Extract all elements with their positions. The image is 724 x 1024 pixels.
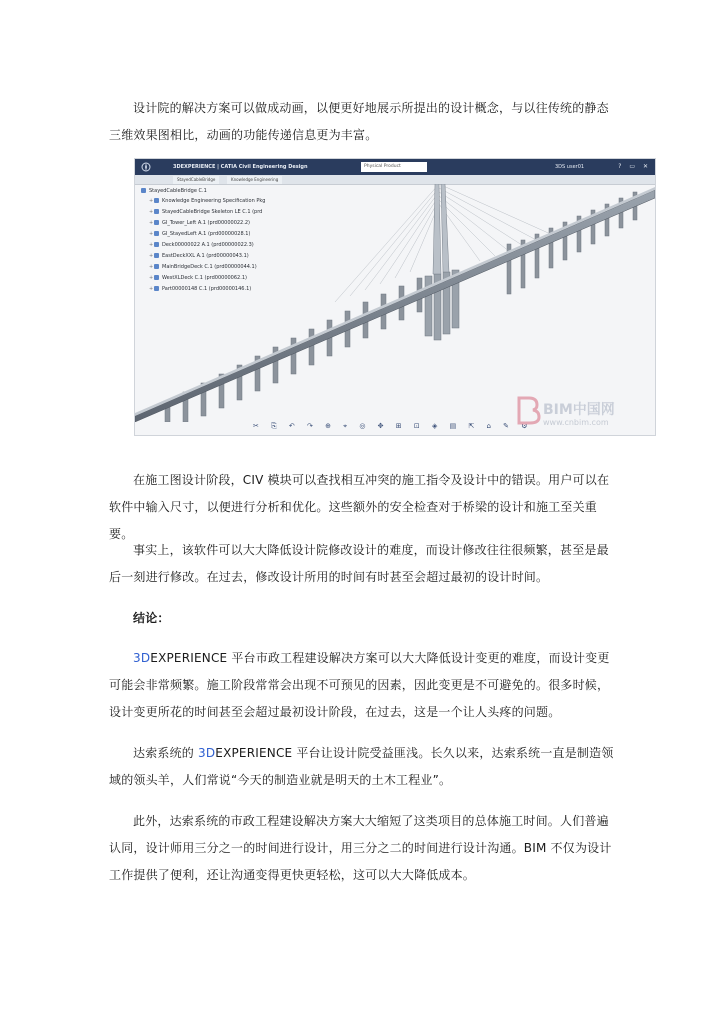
conclusion-paragraph-1 <box>109 645 615 726</box>
tree-item[interactable] <box>141 207 281 218</box>
tree-item[interactable] <box>141 218 281 229</box>
expand-icon: + <box>149 242 154 248</box>
tree-item[interactable] <box>141 251 281 262</box>
expand-icon: + <box>149 264 154 270</box>
expand-icon: + <box>149 209 154 215</box>
brand-3d: 3D <box>198 746 216 760</box>
conclusion-1-text: EXPERIENCE 平台市政工程建设解决方案可以大大降低设计变更的难度，而设计变更可能会非常频繁。施工阶段常常会出现不可预见的因素，因此变更是不可避免的。很多时候，设计变更所花的时间甚至会超过最初设计阶段，在过去，这是一个让人头疼的问题。 <box>109 651 610 719</box>
brand-3d: 3D <box>133 651 151 665</box>
conclusion-2-prefix: 达索系统的 <box>133 746 199 760</box>
product-structure-tree <box>141 187 281 295</box>
product-icon <box>141 188 146 193</box>
tree-item-label: Deck00000022 A.1 (prd00000022.3) <box>162 242 254 248</box>
figure-search-box: Physical Product <box>361 162 427 172</box>
figure-tab: Knowledge Engineering <box>227 176 282 184</box>
watermark-url: www.cnbim.com <box>543 418 609 427</box>
conclusion-paragraph-2 <box>109 740 615 794</box>
civ-paragraph: 在施工图设计阶段，CIV 模块可以查找相互冲突的施工指令及设计中的错误。用户可以在软件中输入尺寸，以便进行分析和优化。这些额外的安全检查对于桥梁的设计和施工至关重要。 <box>109 473 610 541</box>
figure-window-buttons: ? ▭ ✕ <box>618 163 651 170</box>
conclusion-2-text: EXPERIENCE 平台让设计院受益匪浅。长久以来，达索系统一直是制造领域的领头羊，人们常说“今天的制造业就是明天的土木工程业”。 <box>109 746 614 787</box>
tree-item[interactable] <box>141 262 281 273</box>
expand-icon: + <box>149 275 154 281</box>
conclusion-heading: 结论： <box>133 611 170 625</box>
expand-icon: + <box>149 231 154 237</box>
tree-item-label: MainBridgeDeck C.1 (prd00000044.1) <box>162 264 257 270</box>
tree-item-label: GI_Tower_Left A.1 (prd00000022.2) <box>162 220 250 226</box>
bim-logo-icon <box>515 395 543 425</box>
tree-item[interactable] <box>141 284 281 295</box>
figure-user-name: 3DS user01 <box>555 164 585 170</box>
part-icon <box>154 264 159 269</box>
part-icon <box>154 253 159 258</box>
expand-icon: + <box>149 220 154 226</box>
intro-paragraph: 设计院的解决方案可以做成动画，以便更好地展示所提出的设计概念，与以往传统的静态三维效果图相比，动画的功能传递信息更为丰富。 <box>109 101 609 142</box>
figure-app-title: 3DEXPERIENCE | CATIA Civil Engineering Design <box>173 164 308 170</box>
tree-item-label: Part00000148 C.1 (prd00000146.1) <box>162 286 252 292</box>
figure-title-bar <box>135 159 655 175</box>
part-icon <box>154 275 159 280</box>
watermark-text: BIM中国网 <box>543 402 615 418</box>
tree-item-label: Knowledge Engineering Specification Pkg <box>162 198 266 204</box>
bridge-software-screenshot <box>134 158 656 436</box>
conclusion-paragraph-3: 此外，达索系统的市政工程建设解决方案大大缩短了这类项目的总体施工时间。人们普遍认同，设计师用三分之一的时间进行设计，用三分之二的时间进行设计沟通。BIM 不仅为设计工作提供了便利，还让沟通变得更快更轻松，这可以大大降低成本。 <box>109 814 612 882</box>
expand-icon: + <box>149 253 154 259</box>
figure-tab: StayedCableBridge <box>173 176 219 184</box>
tree-item[interactable] <box>141 273 281 284</box>
tree-item[interactable] <box>141 229 281 240</box>
tree-item-label: GI_StayedLeft A.1 (prd00000028.1) <box>162 231 251 237</box>
tree-item-label: StayedCableBridge Skeleton LE C.1 (prd <box>162 209 263 215</box>
tree-item[interactable] <box>141 196 281 207</box>
tree-root-label: StayedCableBridge C.1 <box>149 188 207 194</box>
part-icon <box>154 220 159 225</box>
part-icon <box>154 242 159 247</box>
expand-icon: + <box>149 198 154 204</box>
tree-root[interactable] <box>141 187 281 196</box>
figure-bottom-toolbar: ✂ ⎘ ↶ ↷ ⊕ ⌖ ◎ ✥ ⊞ ⊡ ◈ ▤ ⇱ ⌂ ✎ ⚙ <box>253 422 533 430</box>
tree-item-label: WestXLDeck C.1 (prd00000062.1) <box>162 275 247 281</box>
part-icon <box>154 209 159 214</box>
compass-logo-icon <box>139 162 153 172</box>
expand-icon: + <box>149 286 154 292</box>
part-icon <box>154 231 159 236</box>
part-icon <box>154 198 159 203</box>
tree-item-label: EastDeckXXL A.1 (prd00000043.1) <box>162 253 249 259</box>
site-watermark <box>515 395 615 429</box>
fact-paragraph: 事实上，该软件可以大大降低设计院修改设计的难度，而设计修改往往很频繁，甚至是最后一刻进行修改。在过去，修改设计所用的时间有时甚至会超过最初的设计时间。 <box>109 543 609 584</box>
part-icon <box>154 286 159 291</box>
tree-item[interactable] <box>141 240 281 251</box>
